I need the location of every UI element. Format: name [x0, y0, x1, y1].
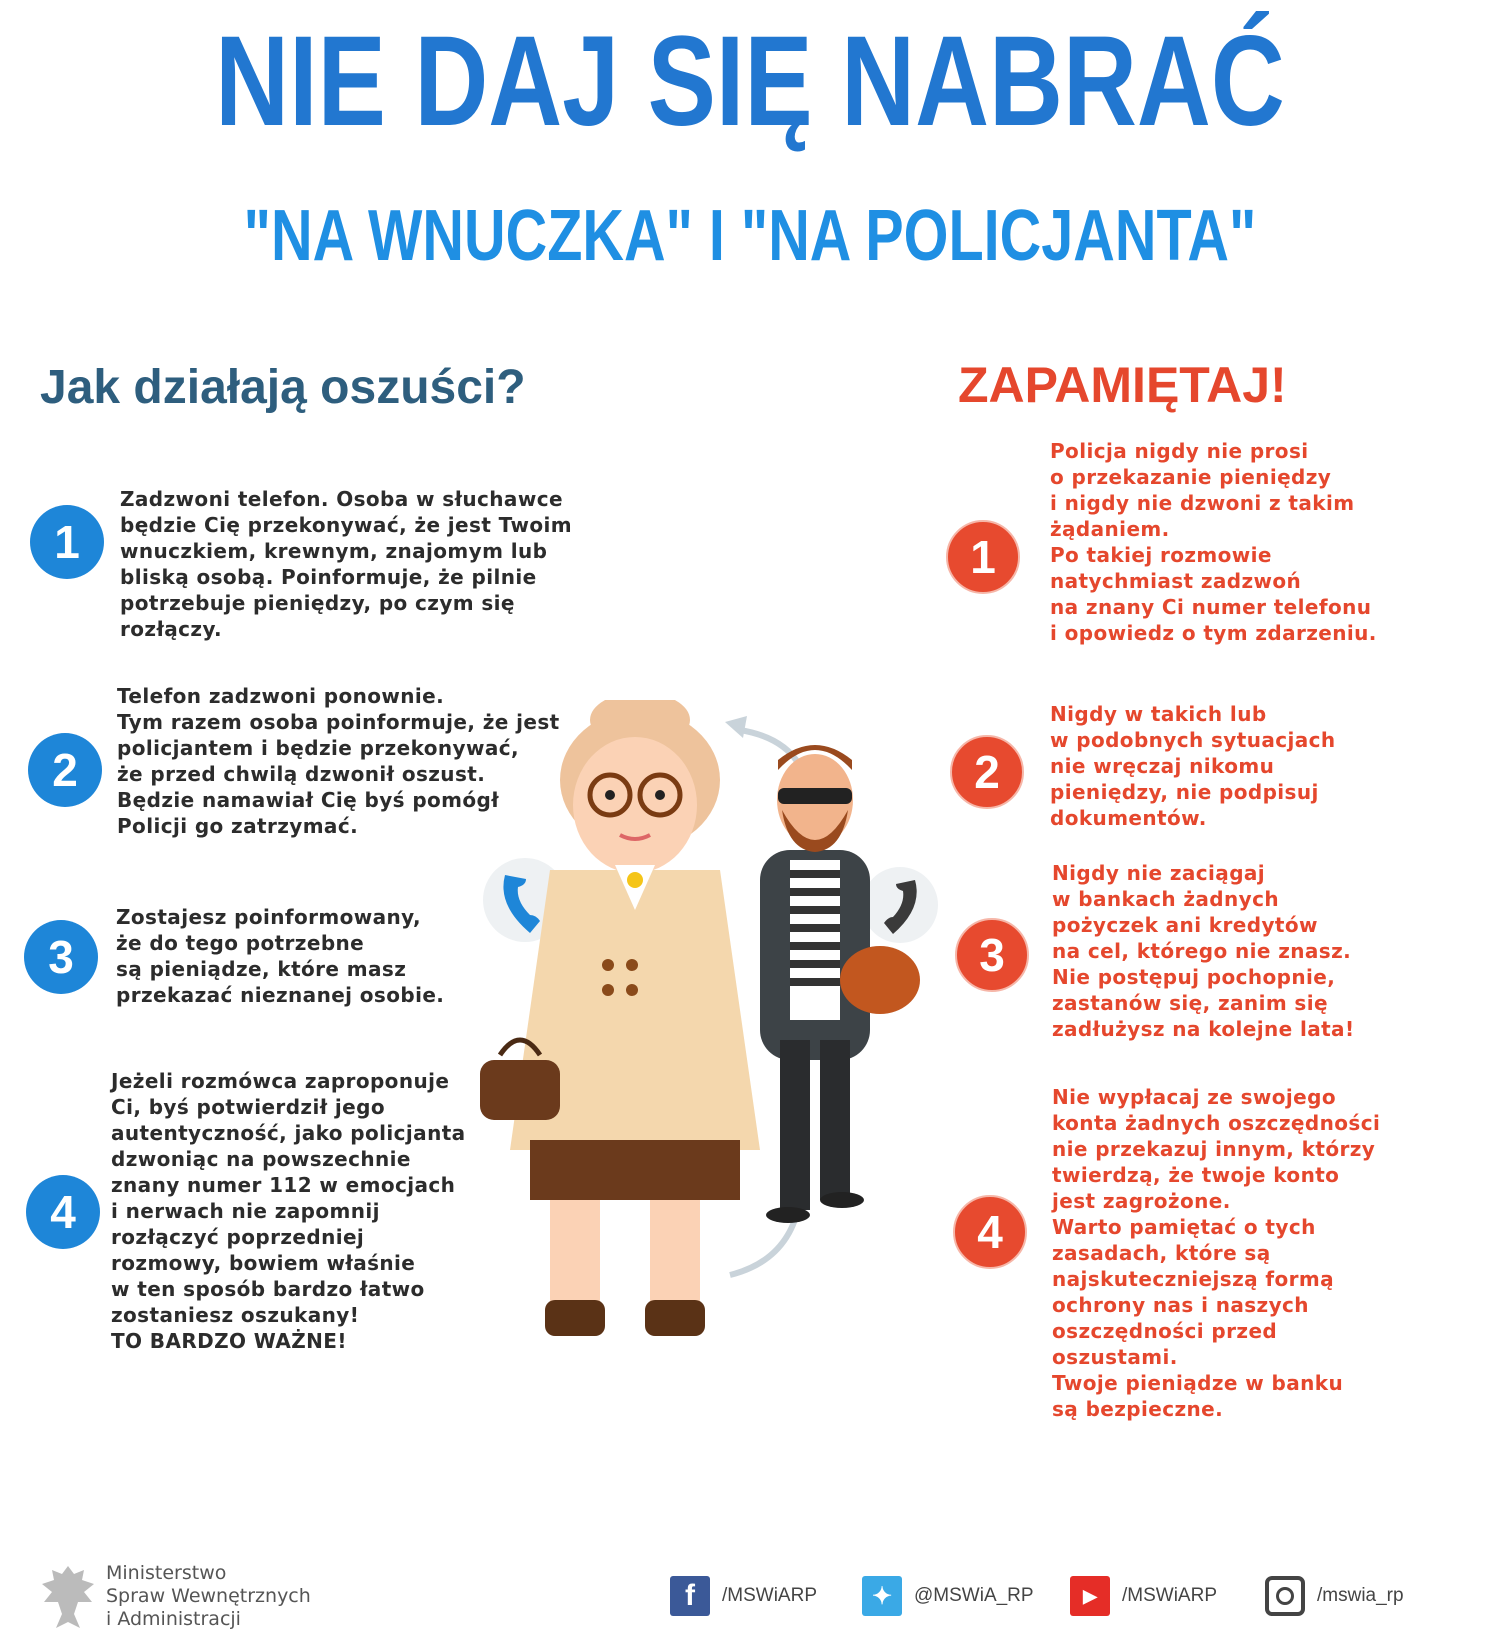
youtube-handle: /MSWiARP	[1122, 1585, 1217, 1606]
twitter-icon: ✦	[862, 1576, 902, 1616]
twitter-handle: @MSWiA_RP	[914, 1585, 1034, 1606]
right-step-4-text: Nie wypłacaj ze swojego konta żadnych oszczędności nie przekazuj innym, którzy twierdzą, że twoje konto jest zagrożone. Warto pamiętać o tych zasadach, które są najskuteczniejszą formą ochrony nas i naszych oszczędności przed oszustami. Twoje pieniądze w banku są bezpieczne.	[1052, 1085, 1381, 1421]
left-step-1-badge: 1	[30, 505, 104, 579]
left-step-3-text: Zostajesz poinformowany, że do tego potrzebne są pieniądze, które masz przekazać nieznanej osobie.	[116, 905, 445, 1007]
instagram-icon	[1265, 1576, 1305, 1616]
social-facebook[interactable]	[670, 1576, 817, 1616]
right-step-2-text: Nigdy w takich lub w podobnych sytuacjach nie wręczaj nikomu pieniędzy, nie podpisuj dokumentów.	[1050, 702, 1336, 830]
ministry-eagle-logo	[38, 1560, 98, 1634]
illustration-grandma-and-scammer	[470, 700, 970, 1360]
left-step-3-badge: 3	[24, 920, 98, 994]
social-instagram[interactable]	[1265, 1576, 1404, 1616]
left-step-2-text: Telefon zadzwoni ponownie. Tym razem osoba poinformuje, że jest policjantem i będzie przekonywać, że przed chwilą dzwonił oszust. Będzie namawiał Cię byś pomógł Policji go zatrzymać.	[117, 684, 560, 838]
left-step-1-text: Zadzwoni telefon. Osoba w słuchawce będzie Cię przekonywać, że jest Twoim wnuczkiem, krewnym, znajomym lub bliską osobą. Poinformuje, że pilnie potrzebuje pieniędzy, po czym się rozłączy.	[120, 487, 573, 641]
facebook-handle: /MSWiARP	[722, 1585, 817, 1606]
ministry-name: Ministerstwo Spraw Wewnętrznych i Administracji	[106, 1562, 311, 1630]
social-youtube[interactable]	[1070, 1576, 1217, 1616]
right-step-1-text: Policja nigdy nie prosi o przekazanie pieniędzy i nigdy nie dzwoni z takim żądaniem. Po takiej rozmowie natychmiast zadzwoń na znany Ci numer telefonu i opowiedz o tym zdarzeniu.	[1050, 439, 1377, 645]
left-step-4-badge: 4	[26, 1175, 100, 1249]
left-step-2-badge: 2	[28, 733, 102, 807]
scammer-figure	[760, 745, 920, 1223]
instagram-handle: /mswia_rp	[1317, 1585, 1404, 1606]
facebook-icon: f	[670, 1576, 710, 1616]
left-heading: Jak działają oszuści?	[40, 361, 526, 414]
left-step-4-text: Jeżeli rozmówca zaproponuje Ci, byś potwierdził jego autentyczność, jako policjanta dzwoniąc na powszechnie znany numer 112 w emocjach i nerwach nie zapomnij rozłączyć poprzedniej rozmowy, bowiem właśnie w ten sposób bardzo łatwo zostaniesz oszukany! TO BARDZO WAŻNE!	[111, 1069, 466, 1353]
right-step-3-text: Nigdy nie zaciągaj w bankach żadnych pożyczek ani kredytów na cel, którego nie znasz. Nie postępuj pochopnie, zastanów się, zanim się zadłużysz na kolejne lata!	[1052, 861, 1355, 1041]
youtube-icon: ▶	[1070, 1576, 1110, 1616]
page-title: NIE DAJ SIĘ NABRAĆ	[215, 10, 1285, 153]
right-step-2-badge: 2	[950, 735, 1024, 809]
right-step-1-badge: 1	[946, 520, 1020, 594]
right-step-3-badge: 3	[955, 918, 1029, 992]
page-subtitle: "NA WNUCZKA" I "NA POLICJANTA"	[243, 196, 1257, 276]
right-heading: ZAPAMIĘTAJ!	[958, 357, 1287, 413]
phone-right-icon	[862, 867, 938, 943]
grandma-figure	[480, 700, 760, 1336]
right-step-4-badge: 4	[953, 1195, 1027, 1269]
social-twitter[interactable]	[862, 1576, 1034, 1616]
